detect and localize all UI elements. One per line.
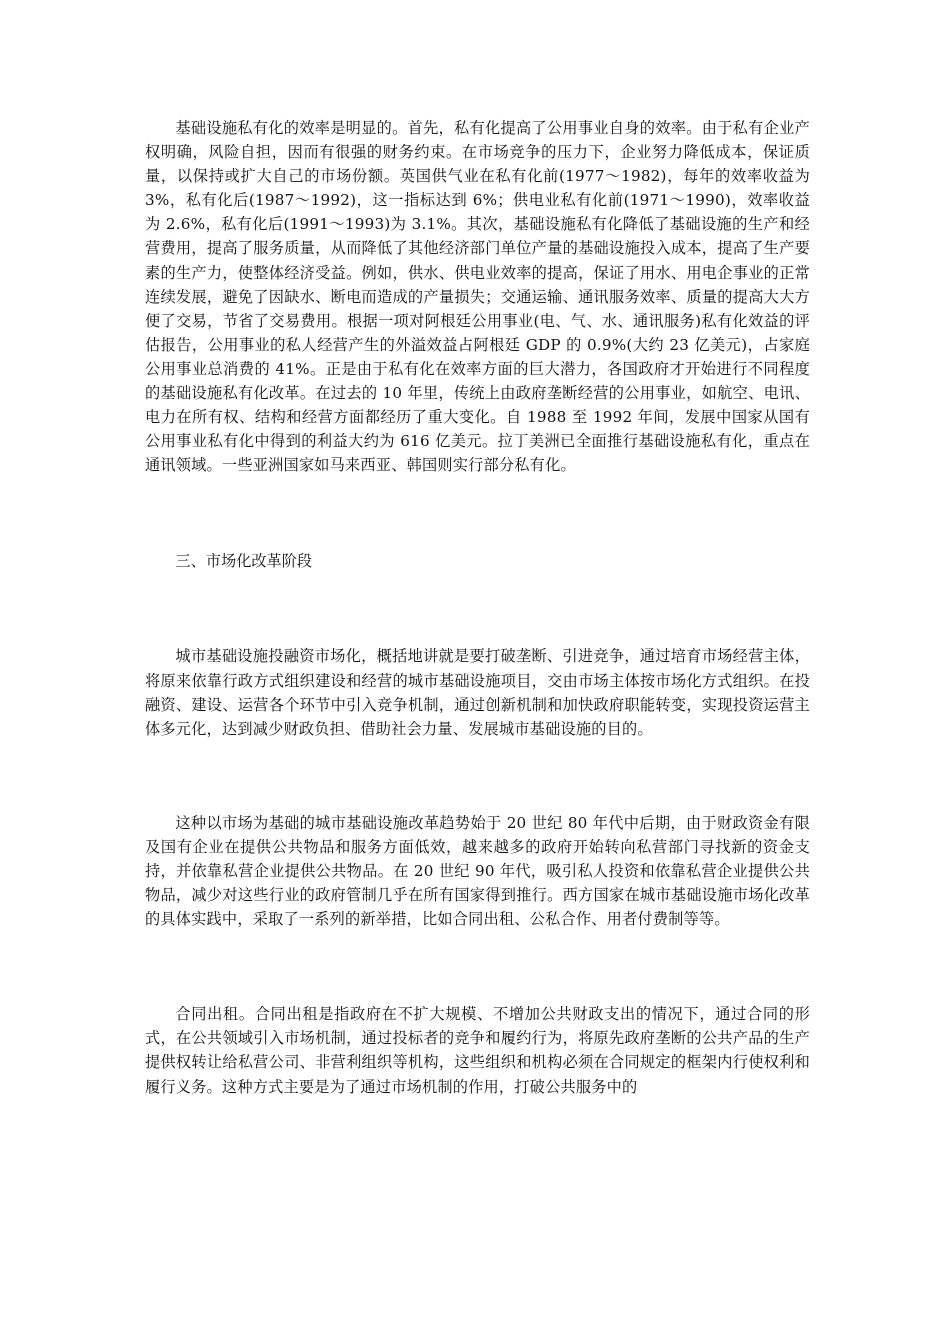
document-page: [145, 116, 810, 1099]
paragraph-market-investment: 城市基础设施投融资市场化，概括地讲就是要打破垄断、引进竞争，通过培育市场经营主体，将原来依靠行政方式组织建设和经营的城市基础设施项目，交由市场主体按市场化方式组织。在投融资、建设、运营各个环节中引入竞争机制，通过创新机制和加快政府职能转变，实现投资运营主体多元化，达到减少财政负担、借助社会力量、发展城市基础设施的目的。: [145, 647, 810, 738]
section-heading-market-reform: 三、市场化改革阶段: [175, 552, 313, 571]
paragraph-reform-trend: 这种以市场为基础的城市基础设施改革趋势始于 20 世纪 80 年代中后期，由于财政资金有限及国有企业在提供公共物品和服务方面低效，越来越多的政府开始转向私营部门寻找新的资金支持，并依靠私营企业提供公共物品。在 20 世纪 90 年代，吸引私人投资和依靠私营企业提供公共物品，减少对这些行业的政府管制几乎在所有国家得到推行。西方国家在城市基础设施市场化改革的具体实践中，采取了一系列的新举措，比如合同出租、公私合作、用者付费制等等。: [145, 813, 810, 929]
paragraph-privatization-efficiency: 基础设施私有化的效率是明显的。首先，私有化提高了公用事业自身的效率。由于私有企业产权明确，风险自担，因而有很强的财务约束。在市场竞争的压力下，企业努力降低成本，保证质量，以保持或扩大自己的市场份额。英国供气业在私有化前(1977～1982)，每年的效率收益为 3%，私有化后(1987～1992)，这一指标达到 6%；供电业私有化前(1971～1990)，效率收益为 2.6%，私有化后(1991～1993)为 3.1%。其次，基础设施私有化降低了基础设施的生产和经营费用，提高了服务质量，从而降低了其他经济部门单位产量的基础设施投入成本，提高了生产要素的生产力，使整体经济受益。例如，供水、供电业效率的提高，保证了用水、用电企事业的正常连续发展，避免了因缺水、断电而造成的产量损失；交通运输、通讯服务效率、质量的提高大大方便了交易，节省了交易费用。根据一项对阿根廷公用事业(电、气、水、通讯服务)私有化效益的评估报告，公用事业的私人经营产生的外溢效益占阿根廷 GDP 的 0.9%(大约 23 亿美元)，占家庭公用事业总消费的 41%。正是由于私有化在效率方面的巨大潜力，各国政府才开始进行不同程度的基础设施私有化改革。在过去的 10 年里，传统上由政府垄断经营的公用事业，如航空、电讯、电力在所有权、结构和经营方面都经历了重大变化。自 1988 至 1992 年间，发展中国家从国有公用事业私有化中得到的利益大约为 616 亿美元。拉丁美洲已全面推行基础设施私有化，重点在通讯领域。一些亚洲国家如马来西亚、韩国则实行部分私有化。: [145, 119, 810, 475]
paragraph-contract-leasing: 合同出租。合同出租是指政府在不扩大规模、不增加公共财政支出的情况下，通过合同的形式，在公共领域引入市场机制，通过投标者的竞争和履约行为，将原先政府垄断的公共产品的生产提供权转让给私营公司、非营利组织等机构，这些组织和机构必须在合同规定的框架内行使权利和履行义务。这种方式主要是为了通过市场机制的作用，打破公共服务中的: [145, 1005, 810, 1096]
